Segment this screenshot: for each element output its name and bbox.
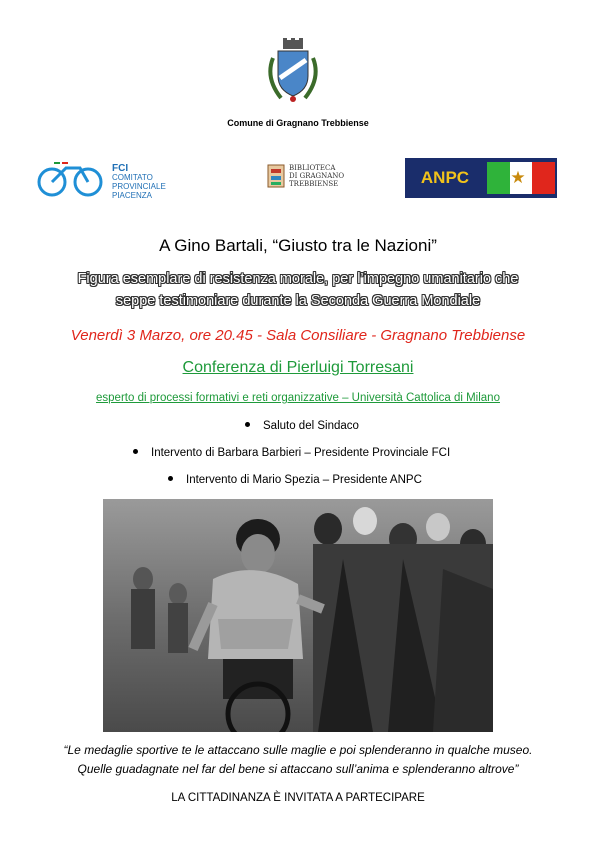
biblioteca-logo [266,161,356,199]
bicycle-icon [36,160,108,198]
biblioteca-line2: DI GRAGNANO [289,172,345,180]
fci-abbr: FCI [112,163,129,174]
coat-of-arms-icon [263,38,323,104]
program-item-text: Intervento di Mario Spezia – Presidente ANPC [186,474,422,486]
quote-line2: Quelle guadagnate nel far del bene si attaccano sull’anima e splenderanno altrove” [77,762,519,776]
event-subtitle-line2: seppe testimoniare durante la Seconda Guerra Mondiale [115,293,481,309]
biblioteca-line1: BIBLIOTECA [289,164,336,172]
bullet-icon [245,422,250,427]
event-subtitle-line1: Figura esemplare di resistenza morale, per l’impegno umanitario che [77,271,519,287]
program-item-text: Saluto del Sindaco [263,420,359,432]
conference-title: Conferenza di Pierluigi Torresani [182,359,414,376]
bullet-icon [168,476,173,481]
speaker-role: esperto di processi formativi e reti organizzative – Università Cattolica di Milano [96,392,500,404]
program-item-text: Intervento di Barbara Barbieri – Presidente Provinciale FCI [151,447,451,459]
library-icon [266,161,286,191]
biblioteca-text [289,164,344,188]
invitation-text: LA CITTADINANZA È INVITATA A PARTECIPARE [171,792,425,804]
star-icon: ★ [510,168,526,187]
program-item [133,447,450,459]
event-date: Venerdì 3 Marzo, ore 20.45 - Sala Consiliare - Gragnano Trebbiense [70,327,526,344]
biblioteca-line3: TREBBIENSE [289,180,339,188]
event-title: A Gino Bartali, “Giusto tra le Nazioni” [159,236,437,255]
fci-text [112,164,166,200]
fci-line1: COMITATO [112,173,153,182]
anpc-logo [405,158,557,198]
quote-line1: “Le medaglie sportive te le attaccano sulle maglie e poi splenderanno in qualche museo. [63,743,533,757]
comune-name: Comune di Gragnano Trebbiense [227,118,369,128]
program-item [245,420,359,432]
bullet-icon [133,449,138,454]
fci-line3: PIACENZA [112,191,153,200]
program-item [168,474,422,486]
fci-line2: PROVINCIALE [112,182,166,191]
anpc-label: ANPC [420,168,470,187]
fci-logo [36,160,176,200]
cyclist-photo [103,499,493,732]
